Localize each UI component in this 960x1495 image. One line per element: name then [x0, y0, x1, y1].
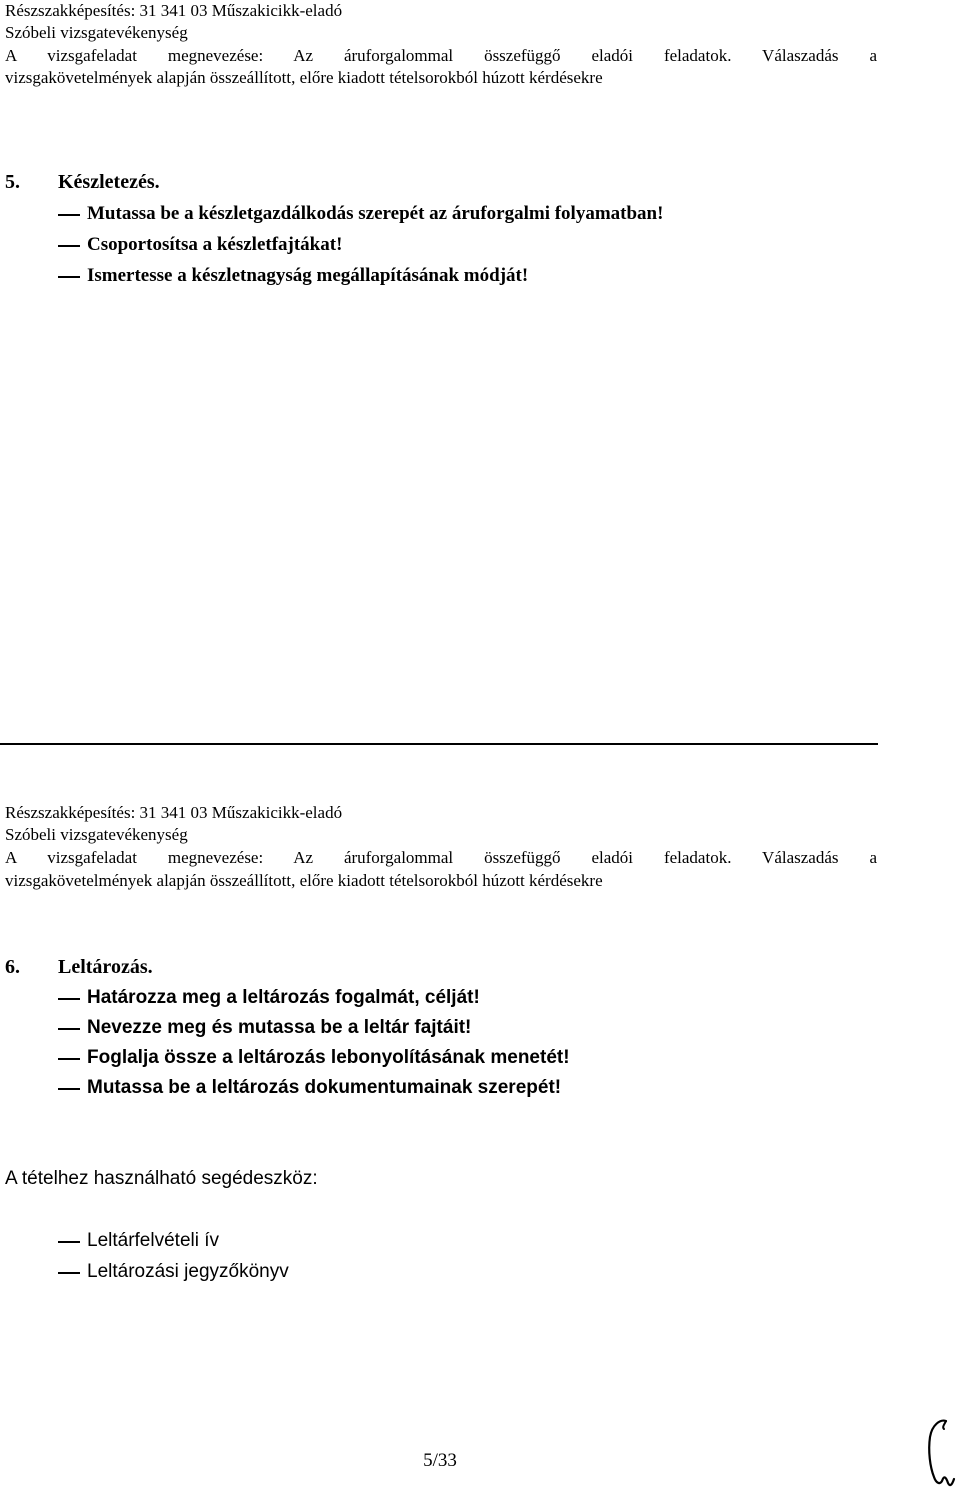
dash-icon [58, 214, 80, 216]
header-task-name: A vizsgafeladat megnevezése: Az áruforgalommal összefüggő eladói feladatok. Válaszadás a [5, 46, 877, 65]
question-item: Mutassa be a leltározás dokumentumainak szerepét! [87, 1077, 562, 1098]
header-task-name-cont: vizsgakövetelmények alapján összeállított, előre kiadott tételsorokból húzott kérdésekre [5, 871, 603, 890]
question-item: Nevezze meg és mutassa be a leltár fajtáit! [87, 1017, 472, 1038]
dash-icon [58, 1028, 80, 1030]
dash-icon [58, 276, 80, 278]
dash-icon [58, 1272, 80, 1274]
dash-icon [58, 1058, 80, 1060]
topic-number: 6. [5, 956, 20, 978]
signature-icon [920, 1415, 960, 1495]
tool-item: Leltározási jegyzőkönyv [87, 1261, 289, 1282]
page-number: 5/33 [423, 1450, 457, 1471]
header-exam-type: Szóbeli vizsgatevékenység [5, 825, 188, 844]
header-exam-type: Szóbeli vizsgatevékenység [5, 23, 188, 42]
header-qualification: Részszakképesítés: 31 341 03 Műszakicikk-eladó [5, 803, 343, 822]
topic-title: Leltározás. [58, 956, 153, 978]
dash-icon [58, 1088, 80, 1090]
question-item: Ismertesse a készletnagyság megállapításának módját! [87, 265, 529, 286]
dash-icon [58, 998, 80, 1000]
dash-icon [58, 1241, 80, 1243]
topic-number: 5. [5, 171, 20, 193]
header-task-name-cont: vizsgakövetelmények alapján összeállított, előre kiadott tételsorokból húzott kérdésekre [5, 68, 603, 87]
tool-item: Leltárfelvételi ív [87, 1230, 220, 1251]
header-task-name: A vizsgafeladat megnevezése: Az áruforgalommal összefüggő eladói feladatok. Válaszadás a [5, 848, 877, 867]
page-separator [0, 743, 878, 745]
question-item: Foglalja össze a leltározás lebonyolításának menetét! [87, 1047, 570, 1068]
header-qualification: Részszakképesítés: 31 341 03 Műszakicikk-eladó [5, 1, 343, 20]
topic-title: Készletezés. [58, 171, 160, 193]
tools-heading: A tételhez használható segédeszköz: [5, 1168, 318, 1189]
dash-icon [58, 245, 80, 247]
question-item: Mutassa be a készletgazdálkodás szerepét az áruforgalmi folyamatban! [87, 203, 664, 224]
question-item: Határozza meg a leltározás fogalmát, célját! [87, 987, 480, 1008]
question-item: Csoportosítsa a készletfajtákat! [87, 234, 343, 255]
